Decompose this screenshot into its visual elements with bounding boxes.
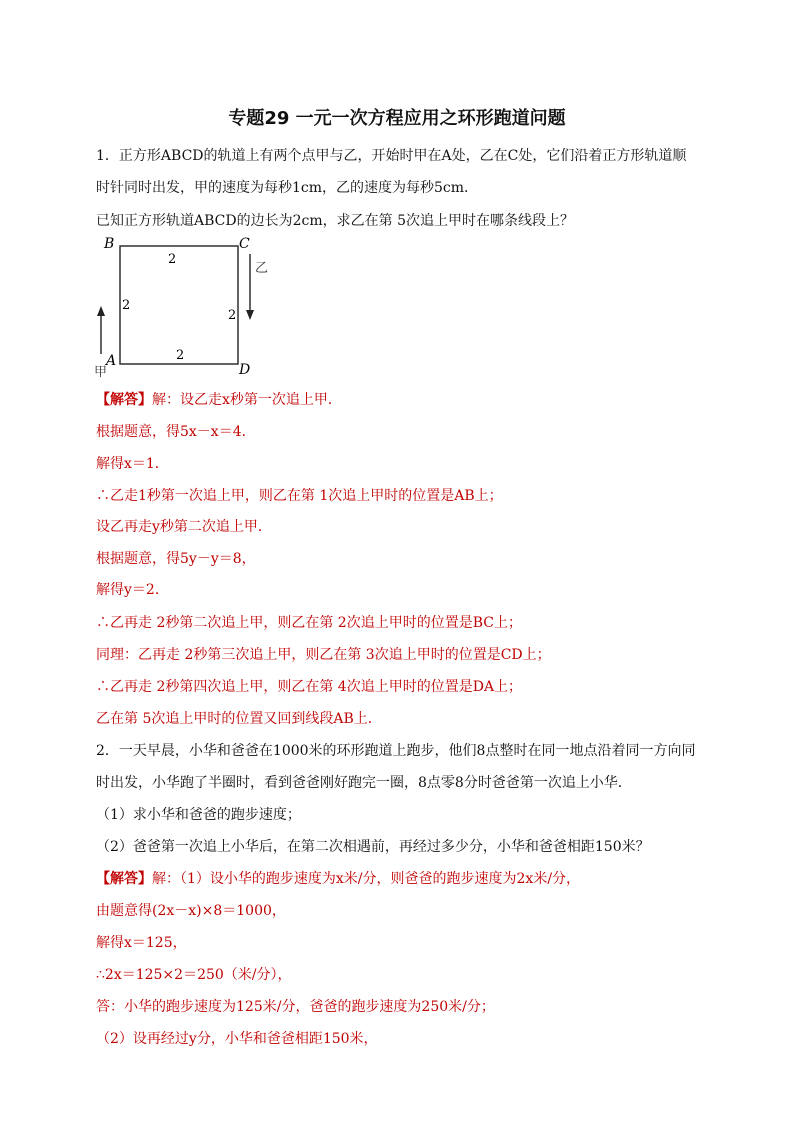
q1-solution-line1: 【解答】解：设乙走x秒第一次追上甲．	[96, 392, 342, 408]
q1-solution-line6: 根据题意，得5y－y＝8，	[96, 551, 256, 567]
vertex-d-label: D	[239, 362, 251, 378]
yi-arrowhead-icon	[246, 310, 254, 320]
side-bc-length: 2	[168, 252, 177, 267]
square-track-figure	[92, 234, 282, 380]
q2-solution-line2: 由题意得(2x－x)×8＝1000，	[96, 903, 286, 919]
q1-text-line3: 已知正方形轨道ABCD的边长为2cm，求乙在第 5次追上甲时在哪条线段上？	[96, 213, 574, 229]
q1-solution-line3: 解得x＝1．	[96, 456, 169, 472]
q1-solution-line10: ∴乙再走 2秒第四次追上甲，则乙在第 4次追上甲时的位置是DA上；	[96, 679, 523, 695]
q1-solution-line4: ∴乙走1秒第一次追上甲，则乙在第 1次追上甲时的位置是AB上；	[96, 488, 503, 504]
side-ad-length: 2	[176, 348, 185, 363]
jia-label: 甲	[94, 365, 108, 380]
q1-solution-line2: 根据题意，得5x－x＝4．	[96, 424, 256, 440]
yi-label: 乙	[255, 261, 269, 276]
q1-solution-line7: 解得y＝2．	[96, 582, 169, 598]
q2-subquestion2: （2）爸爸第一次追上小华后，在第二次相遇前，再经过多少分，小华和爸爸相距150米？	[96, 839, 650, 855]
vertex-c-label: C	[239, 236, 250, 252]
q2-solution-line6: （2）设再经过y分，小华和爸爸相距150米，	[96, 1031, 378, 1047]
answer-tag: 【解答】	[96, 871, 152, 887]
jia-arrowhead-icon	[97, 306, 105, 316]
q2-solution-line3: 解得x＝125，	[96, 935, 187, 951]
q1-solution-line11: 乙在第 5次追上甲时的位置又回到线段AB上．	[96, 711, 382, 727]
answer-tag: 【解答】	[96, 392, 152, 408]
q2-text-line1: 2．一天早晨，小华和爸爸在1000米的环形跑道上跑步，他们8点整时在同一地点沿着同一方向同	[96, 743, 696, 759]
q2-text-line2: 时出发，小华跑了半圈时，看到爸爸刚好跑完一圈，8点零8分时爸爸第一次追上小华．	[96, 775, 632, 791]
side-ab-length: 2	[122, 298, 131, 313]
q1-solution-line9: 同理：乙再走 2秒第三次追上甲，则乙在第 3次追上甲时的位置是CD上；	[96, 647, 551, 663]
q2-subquestion1: （1）求小华和爸爸的跑步速度；	[96, 807, 301, 823]
vertex-a-label: A	[106, 353, 117, 369]
q2-solution-line5: 答：小华的跑步速度为125米/分，爸爸的跑步速度为250米/分；	[96, 999, 495, 1015]
side-cd-length: 2	[228, 308, 237, 323]
q2-solution-line1: 【解答】解：（1）设小华的跑步速度为x米/分，则爸爸的跑步速度为2x米/分，	[96, 871, 581, 887]
square-abcd	[120, 246, 238, 364]
q1-solution-line8: ∴乙再走 2秒第二次追上甲，则乙在第 2次追上甲时的位置是BC上；	[96, 615, 522, 631]
q1-text-line2: 时针同时出发，甲的速度为每秒1cm，乙的速度为每秒5cm．	[96, 180, 479, 196]
q1-text-line1: 1．正方形ABCD的轨道上有两个点甲与乙，开始时甲在A处，乙在C处，它们沿着正方形轨道顺	[96, 148, 687, 164]
vertex-b-label: B	[104, 236, 115, 252]
q1-solution-line5: 设乙再走y秒第二次追上甲．	[96, 519, 272, 535]
page-title: 专题29 一元一次方程应用之环形跑道问题	[228, 108, 566, 129]
q2-solution-line4: ∴2x＝125×2＝250（米/分），	[96, 967, 292, 983]
